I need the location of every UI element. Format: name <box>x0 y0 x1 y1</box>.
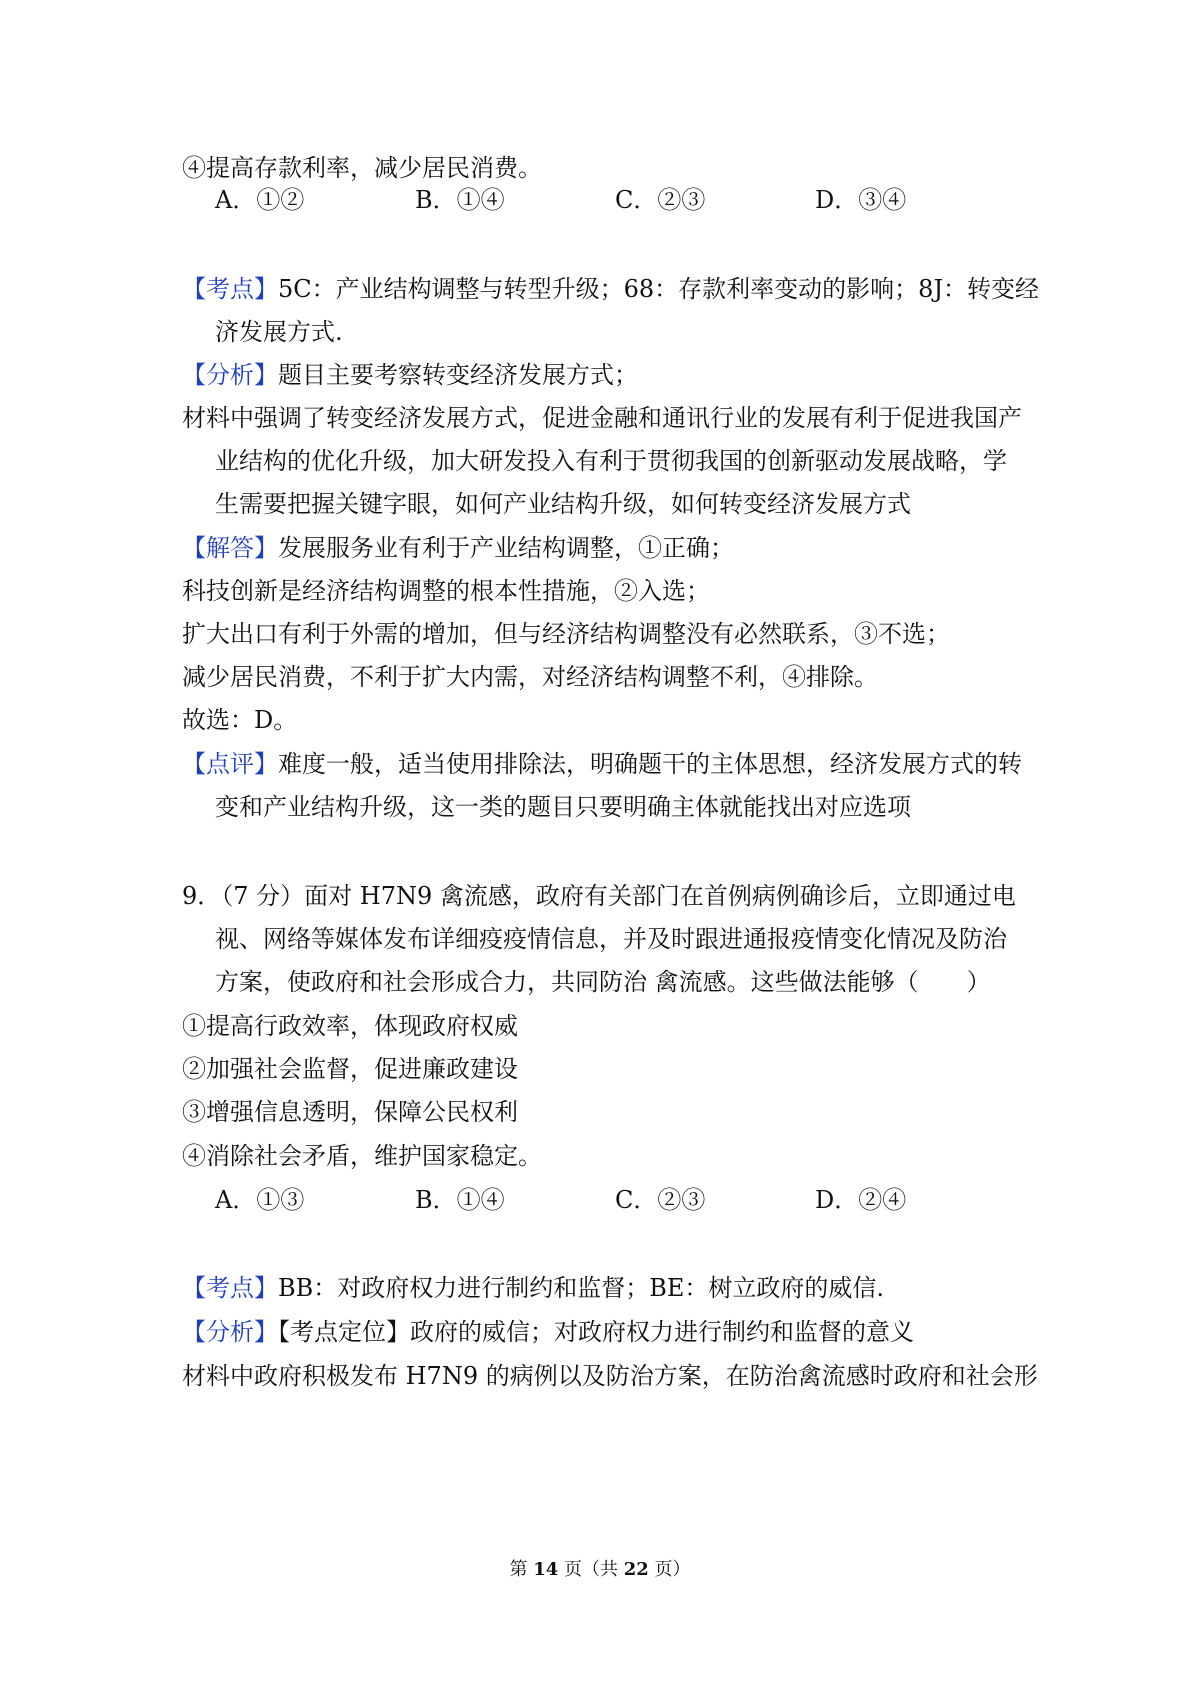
q9-fenxi-text: 【考点定位】政府的威信；对政府权力进行制约和监督的意义 <box>278 1318 914 1346</box>
q8-fenxi-line4: 生需要把握关键字眼，如何产业结构升级，如何转变经济发展方式 <box>215 490 911 518</box>
footer-suffix: 页） <box>648 1559 691 1580</box>
q8-jieda-line3: 扩大出口有利于外需的增加，但与经济结构调整没有必然联系，③不选； <box>182 620 950 648</box>
q9-fenxi-line2: 材料中政府积极发布 H7N9 的病例以及防治方案，在防治禽流感时政府和社会形 <box>182 1362 1038 1390</box>
q8-jieda-line2: 科技创新是经济结构调整的根本性措施，②入选； <box>182 577 710 605</box>
q9-kaodian <box>182 1272 884 1304</box>
q8-fenxi-line2: 材料中强调了转变经济发展方式，促进金融和通讯行业的发展有利于促进我国产 <box>182 404 1022 432</box>
q8-answer: 故选：D。 <box>182 706 298 734</box>
q9-item-2: ②加强社会监督，促进廉政建设 <box>182 1055 518 1083</box>
fenxi-tag: 【分析】 <box>182 361 278 389</box>
q9-stem-line3: 方案，使政府和社会形成合力，共同防治 禽流感。这些做法能够（ ） <box>215 968 991 996</box>
q8-kaodian-text: 5C：产业结构调整与转型升级；68：存款利率变动的影响；8J：转变经 <box>278 275 1040 303</box>
q8-dianping-cont: 变和产业结构升级，这一类的题目只要明确主体就能找出对应选项 <box>215 793 911 821</box>
footer-middle: 页（共 <box>558 1559 624 1580</box>
q9-option-b[interactable]: B．①④ <box>415 1186 505 1214</box>
page-total: 22 <box>623 1559 649 1580</box>
q8-option-c[interactable]: C．②③ <box>615 186 706 214</box>
q8-jieda-line4: 减少居民消费，不利于扩大内需，对经济结构调整不利，④排除。 <box>182 663 878 691</box>
q8-dianping-text: 难度一般，适当使用排除法，明确题干的主体思想，经济发展方式的转 <box>278 750 1022 778</box>
q8-kaodian-cont: 济发展方式. <box>215 318 343 346</box>
fenxi-tag: 【分析】 <box>182 1318 278 1346</box>
q8-fenxi <box>182 359 638 391</box>
q8-stem-last: ④提高存款利率，减少居民消费。 <box>182 154 542 182</box>
q8-jieda <box>182 532 734 564</box>
q8-fenxi-line3: 业结构的优化升级，加大研发投入有利于贯彻我国的创新驱动发展战略，学 <box>215 447 1007 475</box>
q9-option-c[interactable]: C．②③ <box>615 1186 706 1214</box>
kaodian-tag: 【考点】 <box>182 1274 278 1302</box>
q9-stem-line2: 视、网络等媒体发布详细疫疫情信息，并及时跟进通报疫情变化情况及防治 <box>215 925 1007 953</box>
q9-kaodian-text: BB：对政府权力进行制约和监督；BE：树立政府的威信. <box>278 1274 885 1302</box>
q8-option-d[interactable]: D．③④ <box>815 186 907 214</box>
q9-item-1: ①提高行政效率，体现政府权威 <box>182 1012 518 1040</box>
q8-kaodian <box>182 273 1039 305</box>
page-footer <box>0 1558 1200 1582</box>
q9-option-a[interactable]: A．①③ <box>215 1186 305 1214</box>
q8-option-b[interactable]: B．①④ <box>415 186 505 214</box>
kaodian-tag: 【考点】 <box>182 275 278 303</box>
q8-fenxi-text: 题目主要考察转变经济发展方式； <box>278 361 638 389</box>
q8-jieda-text: 发展服务业有利于产业结构调整，①正确； <box>278 534 734 562</box>
page-number: 14 <box>533 1559 559 1580</box>
dianping-tag: 【点评】 <box>182 750 278 778</box>
q9-item-3: ③增强信息透明，保障公民权利 <box>182 1098 518 1126</box>
q8-dianping <box>182 748 1022 780</box>
q9-item-4: ④消除社会矛盾，维护国家稳定。 <box>182 1142 542 1170</box>
q8-option-a[interactable]: A．①② <box>215 186 305 214</box>
q9-stem-line1: 9．（7 分）面对 H7N9 禽流感，政府有关部门在首例病例确诊后，立即通过电 <box>182 882 1016 910</box>
q9-fenxi <box>182 1316 914 1348</box>
q9-option-d[interactable]: D．②④ <box>815 1186 907 1214</box>
jieda-tag: 【解答】 <box>182 534 278 562</box>
footer-prefix: 第 <box>509 1559 534 1580</box>
